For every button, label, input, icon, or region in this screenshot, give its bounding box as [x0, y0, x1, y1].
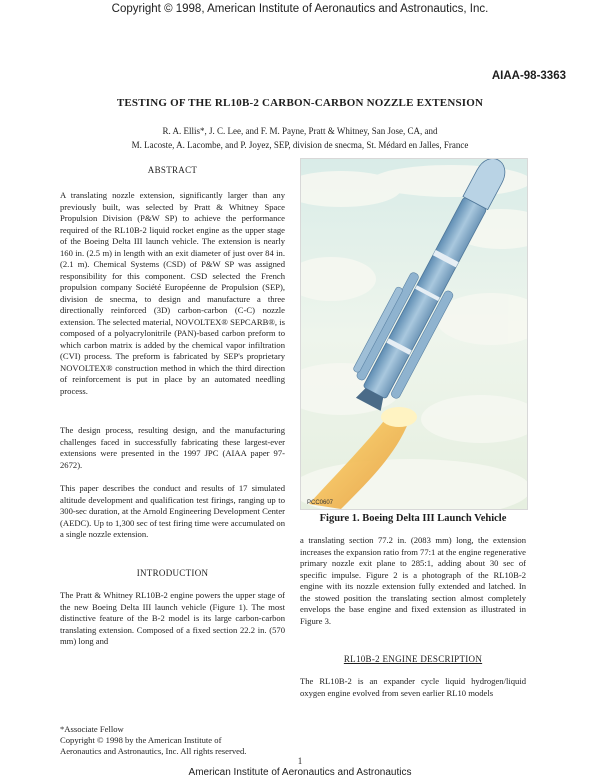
figure-1-caption: Figure 1. Boeing Delta III Launch Vehicle — [319, 513, 507, 524]
abstract-heading: ABSTRACT — [147, 165, 198, 175]
right-column-body — [300, 535, 526, 627]
abstract-paragraph-3: This paper describes the conduct and results of 17 simulated altitude development and qualification test firings, ranging up to 300-sec duration, at the Arnold Engineering Development Center (AEDC). Up to 1,300 sec of test firing time were accumulated on a single nozzle extension. — [60, 483, 285, 539]
launch-photo-illustration — [301, 159, 527, 509]
footnote-associate: *Associate Fellow — [60, 724, 124, 734]
copyright-header: Copyright © 1998, American Institute of Aeronautics and Astronautics, Inc. — [111, 3, 489, 15]
author-block — [90, 124, 510, 152]
photo-id-label: PCC0607 — [307, 500, 334, 506]
footnote-copyright-2: Aeronautics and Astronautics, Inc. All rights reserved. — [60, 746, 247, 756]
abstract-paragraph-2: The design process, resulting design, and the manufacturing challenges faced in successfully fabricating these largest-ever extensions were presented in the 1997 JPC (AIAA paper 97-2672). — [60, 425, 285, 470]
author-line-1: R. A. Ellis*, J. C. Lee, and F. M. Payne, Pratt & Whitney, San Jose, CA, and — [162, 126, 438, 136]
footnote — [60, 724, 285, 757]
abstract-paragraph-1: A translating nozzle extension, significantly larger than any previously built, was selected by Pratt & Whitney Space Propulsion Division (P&W SP) to achieve the performance required of the RL10B-2 liquid rocket engine as the upper stage of the Boeing Delta III launch vehicle. The extension is nearly 160 in. (2.5 m) in length with an exit diameter of just over 84 in. (2.1 m). Chemical Systems (CSD) of P&W SP was assigned responsibility for this component. CSD selected the French propulsion company Société Européenne de Propulsion (SEP), division de snecma, to design and manufacture a three directionally reinforced (3D) carbon-carbon (C-C) nozzle extension. The selected material, NOVOLTEX® SEPCARB®, is composed of a polyacrylonitrile (PAN)-based carbon preform to which carbon matrix is added by the chemical vapor infiltration (CVI) process. The preform is fabricated by SEP's proprietary NOVOLTEX® construction method in which the third direction of reinforcement is put in place by an automated needling process. — [60, 190, 285, 396]
engine-description-heading: RL10B-2 ENGINE DESCRIPTION — [343, 654, 483, 664]
paper-title: TESTING OF THE RL10B-2 CARBON-CARBON NOZZLE EXTENSION — [116, 97, 484, 109]
page-footer: American Institute of Aeronautics and Astronautics — [188, 767, 412, 778]
introduction-heading: INTRODUCTION — [136, 568, 209, 578]
plume-core — [381, 407, 417, 427]
footnote-copyright-1: Copyright © 1998 by the American Institute of — [60, 735, 222, 745]
introduction-paragraph-1: The Pratt & Whitney RL10B-2 engine powers the upper stage of the new Boeing Delta III launch vehicle (Figure 1). The most distinctive feature of the B-2 model is its large carbon-carbon translating extension. Composed of a fixed section 22.2 in. (570 mm) long and — [60, 590, 285, 646]
engine-description-body — [300, 676, 526, 699]
abstract-paragraph-2-block — [60, 425, 285, 471]
engine-description-paragraph: The RL10B-2 is an expander cycle liquid hydrogen/liquid oxygen engine evolved from seven earlier RL10 models — [300, 676, 526, 698]
intro-continued-paragraph: a translating section 77.2 in. (2083 mm) long, the extension increases the expansion ratio from 77:1 at the engine regenerative primary nozzle exit plane to 285:1, adding about 30 sec of specific impulse. Figure 2 is a photograph of the RL10B-2 engine with its nozzle extension fully extended and latched. In the stowed position the translating section almost completely envelops the base engine and fixed extension as illustrated in Figure 3. — [300, 535, 526, 626]
introduction-body — [60, 590, 285, 648]
abstract-paragraph-3-block — [60, 483, 285, 541]
abstract-body — [60, 190, 285, 397]
page-number: 1 — [297, 756, 303, 766]
author-line-2: M. Lacoste, A. Lacombe, and P. Joyez, SEP, division de snecma, St. Médard en Jalles, France — [131, 140, 469, 150]
paper-number: AIAA-98-3363 — [491, 70, 566, 82]
figure-1-photo — [300, 158, 528, 510]
